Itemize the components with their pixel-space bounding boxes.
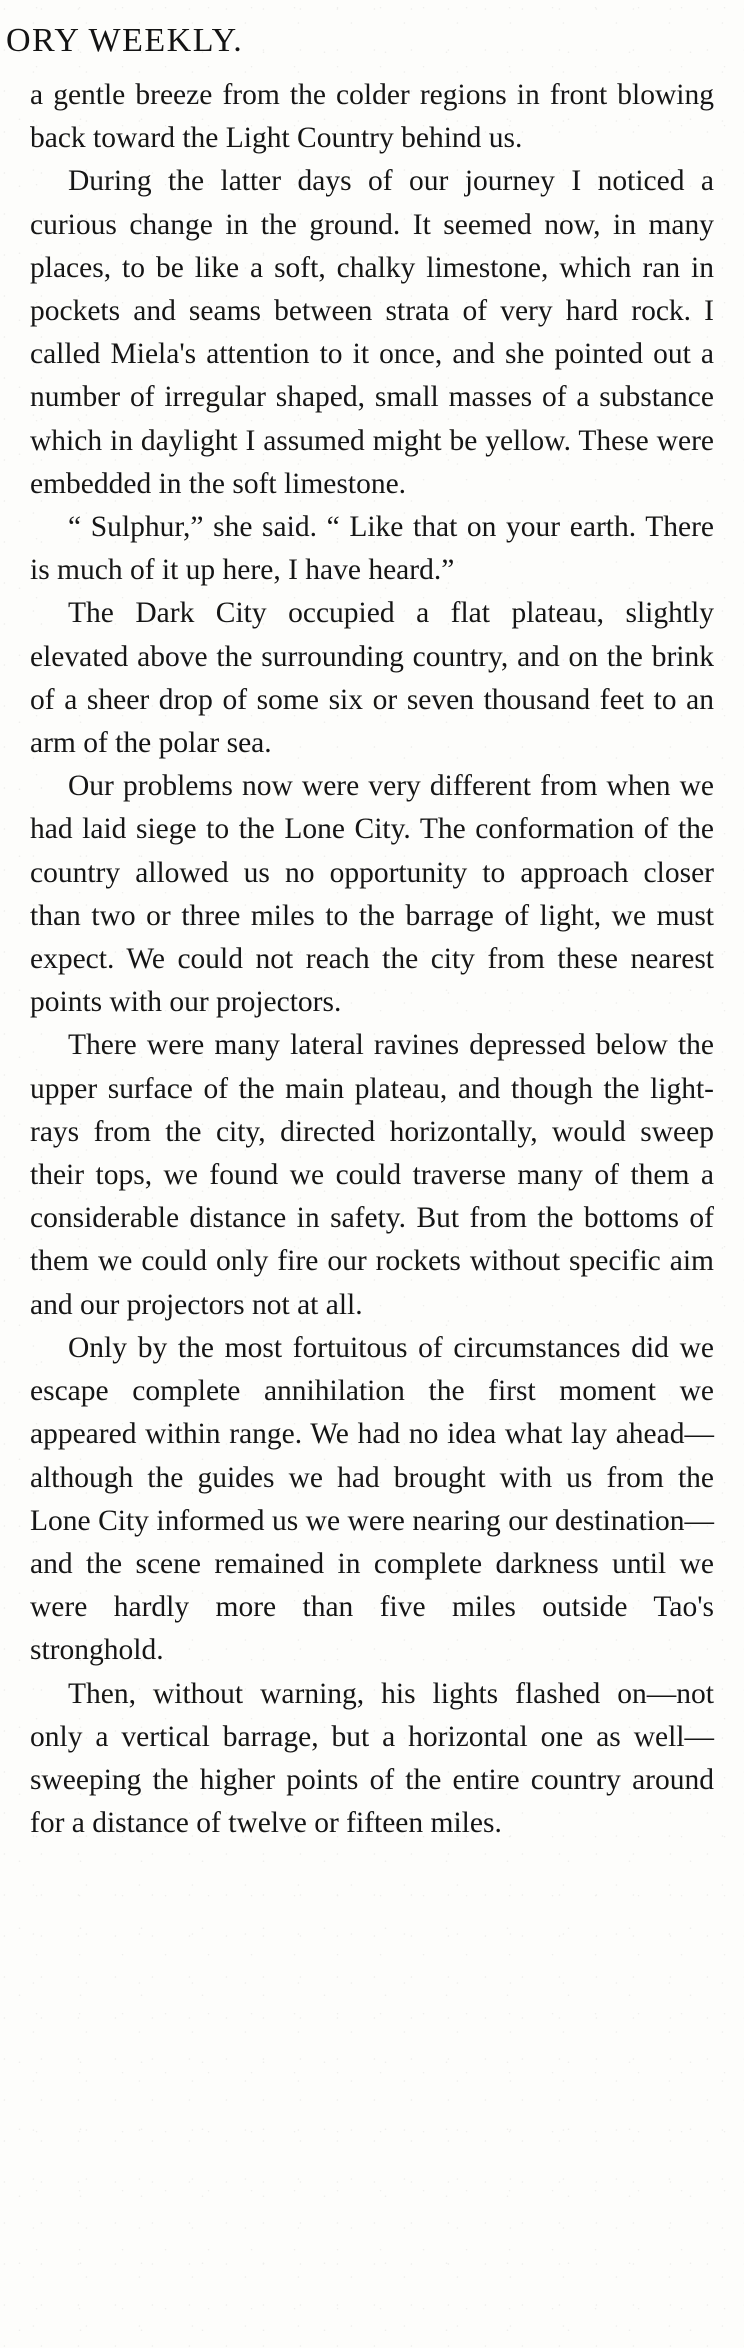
paragraph: During the latter days of our journey I noticed a curious change in the ground. It seemed now, in many places, to be like a soft, chalky limestone, which ran in pockets and seams between strata of very hard rock. I called Miela's attention to it once, and she pointed out a number of irregular shaped, small masses of a substance which in daylight I assumed might be yellow. These were embedded in the soft limestone.	[30, 165, 714, 500]
paragraph: “ Sulphur,” she said. “ Like that on your earth. There is much of it up here, I have heard.”	[30, 511, 714, 587]
paragraph: There were many lateral ravines depressed below the upper surface of the main plateau, and though the light-rays from the city, directed horizontally, would sweep their tops, we found we could traverse many of them a considerable distance in safety. But from the bottoms of them we could only fire our rockets without specific aim and our projectors not at all.	[30, 1029, 714, 1321]
paragraph: Then, without warning, his lights flashed on—not only a vertical barrage, but a horizontal one as well—sweeping the higher points of the entire country around for a distance of twelve or fifteen miles.	[30, 1677, 714, 1840]
running-head: ORY WEEKLY.	[6, 22, 244, 59]
paragraph: a gentle breeze from the colder regions in front blowing back toward the Light Country behind us.	[30, 79, 714, 155]
text-column	[0, 74, 744, 1845]
paragraph: Our problems now were very different from when we had laid siege to the Lone City. The conformation of the country allowed us no opportunity to approach closer than two or three miles to the barrage of light, we must expect. We could not reach the city from these nearest points with our projectors.	[30, 770, 714, 1019]
paragraph: The Dark City occupied a flat plateau, slightly elevated above the surrounding country, and on the brink of a sheer drop of some six or seven thousand feet to an arm of the polar sea.	[30, 597, 714, 760]
paragraph: Only by the most fortuitous of circumstances did we escape complete annihilation the first moment we appeared within range. We had no idea what lay ahead—although the guides we had brought with us from the Lone City informed us we were nearing our destination—and the scene remained in complete darkness until we were hardly more than five miles outside Tao's stronghold.	[30, 1331, 714, 1667]
